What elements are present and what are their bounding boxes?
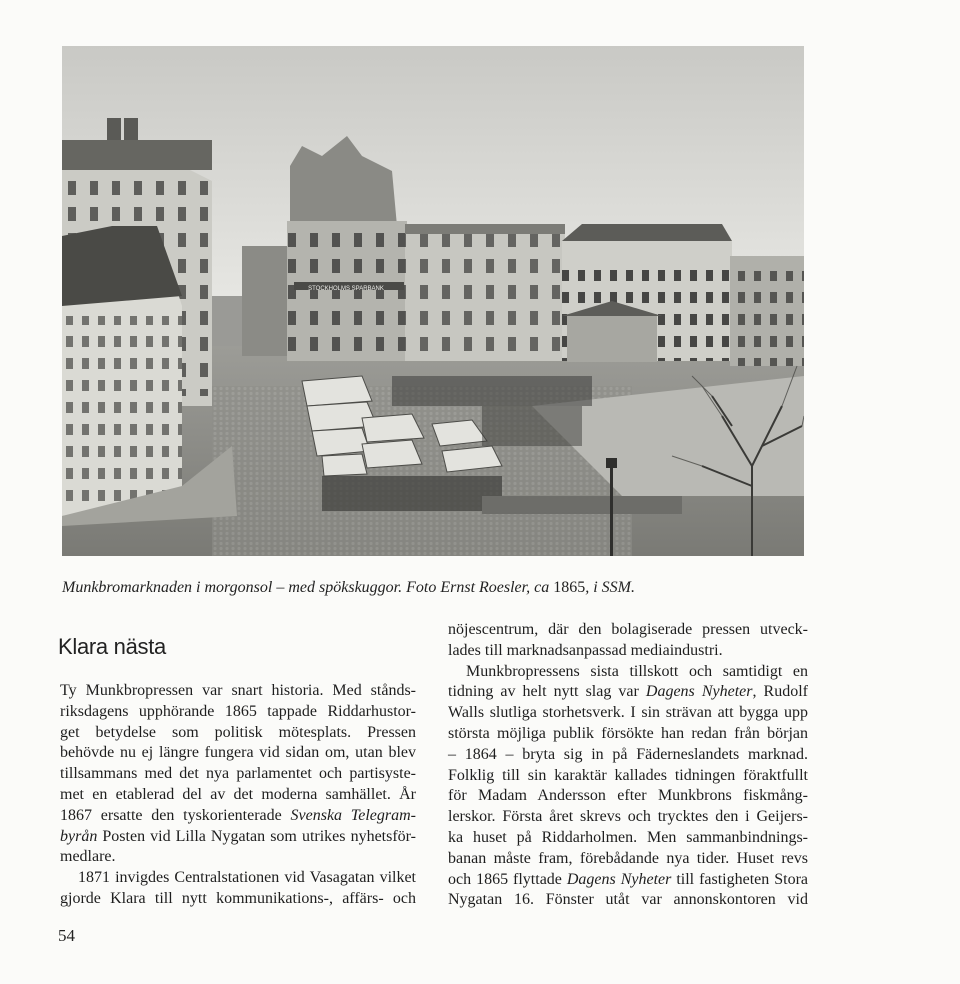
line-text: get betydelse som politisk mötesplats. Pressen	[60, 723, 416, 741]
text-line	[448, 620, 808, 641]
line-text: för Madam Andersson efter Munkbrons fiskmång-	[448, 787, 808, 805]
text-line	[60, 743, 416, 764]
line-text: största möjliga publik försökte han redan från början	[448, 724, 808, 742]
italic-text: Dagens Nyheter	[566, 870, 672, 888]
line-text: riksdagens upphörande 1865 tappade Riddarhustor-	[60, 702, 416, 720]
line-text: , Rudolf	[752, 683, 808, 701]
line-text: nöjescentrum, där den bolagiserade pressen utveck-	[448, 621, 808, 638]
line-text: lades till marknadsanpassad mediaindustri.	[448, 641, 723, 659]
caption-text-b: , i SSM.	[585, 579, 635, 596]
text-line	[448, 786, 808, 807]
text-line	[448, 662, 808, 683]
text-line	[448, 641, 808, 662]
right-text-column	[448, 620, 808, 911]
text-line	[60, 764, 416, 785]
text-line	[448, 849, 808, 870]
text-line	[448, 682, 808, 703]
italic-text: Dagens Nyheter	[645, 683, 753, 701]
line-text: medlare.	[60, 848, 116, 866]
section-heading: Klara nästa	[58, 634, 166, 659]
text-line	[60, 889, 416, 910]
line-text: Ty Munkbropressen var snart historia. Med stånds-	[60, 682, 416, 699]
line-text: gjorde Klara till nytt kommunikations-, affärs- och	[60, 889, 416, 907]
line-text: tidning av helt nytt slag var	[448, 683, 646, 701]
line-text: banan måste fram, förebådande nya tider. Huset revs	[448, 849, 808, 867]
line-text: – 1864 – bryta sig in på Fäderneslandets marknad.	[448, 745, 808, 763]
italic-text: Svenska Telegram-	[290, 806, 416, 824]
line-text: och 1865 flyttade	[448, 870, 567, 888]
caption-year: 1865	[553, 579, 586, 596]
line-text: behövde nu ej längre fungera vid sidan om, utan blev	[60, 744, 416, 762]
market-square-photo	[62, 46, 804, 556]
text-line	[448, 745, 808, 766]
text-line	[448, 724, 808, 745]
left-text-column	[60, 681, 416, 910]
line-text: lerskor. Första året skrevs och trycktes den i Geijers-	[448, 808, 808, 826]
text-line	[60, 785, 416, 806]
line-text: 1871 invigdes Centralstationen vid Vasagatan vilket	[78, 869, 416, 887]
line-text: Nygatan 16. Fönster utåt var annonskontoren vid	[448, 891, 808, 909]
caption-text-a: Munkbromarknaden i morgonsol – med spökskuggor. Foto Ernst Roesler, ca	[62, 579, 554, 596]
text-line	[448, 890, 808, 911]
line-text: Munkbropressens sista tillskott och samtidigt en	[466, 662, 808, 680]
photo-caption	[62, 577, 822, 599]
text-line	[448, 807, 808, 828]
text-line	[60, 681, 416, 702]
text-line	[60, 827, 416, 848]
text-line	[60, 806, 416, 827]
italic-text: byrån	[60, 827, 98, 845]
text-line	[60, 868, 416, 889]
line-text: tillsammans med det nya parlamentet och partisyste-	[60, 765, 416, 783]
bank-sign-text: STOCKHOLMS SPARBANK	[308, 286, 384, 292]
page-number: 54	[58, 926, 75, 945]
text-line	[60, 723, 416, 744]
text-line	[448, 828, 808, 849]
line-text: ka huset på Riddarholmen. Men sammanbindnings-	[448, 828, 808, 846]
text-line	[60, 702, 416, 723]
line-text: met en etablerad del av det moderna samhället. År	[60, 785, 416, 803]
text-line	[448, 703, 808, 724]
line-text: till fastigheten Stora	[671, 870, 809, 888]
line-text: 1867 ersatte den tyskorienterade	[60, 806, 291, 824]
text-line	[448, 766, 808, 787]
line-text: Folklig till sin karaktär kallades tidningen föraktfullt	[448, 766, 808, 784]
text-line	[448, 870, 808, 891]
text-line	[60, 847, 416, 868]
line-text: Walls slutliga storhetsverk. I sin strävan att bygga upp	[448, 704, 808, 722]
line-text: Posten vid Lilla Nygatan som utrikes nyhetsför-	[97, 827, 416, 845]
